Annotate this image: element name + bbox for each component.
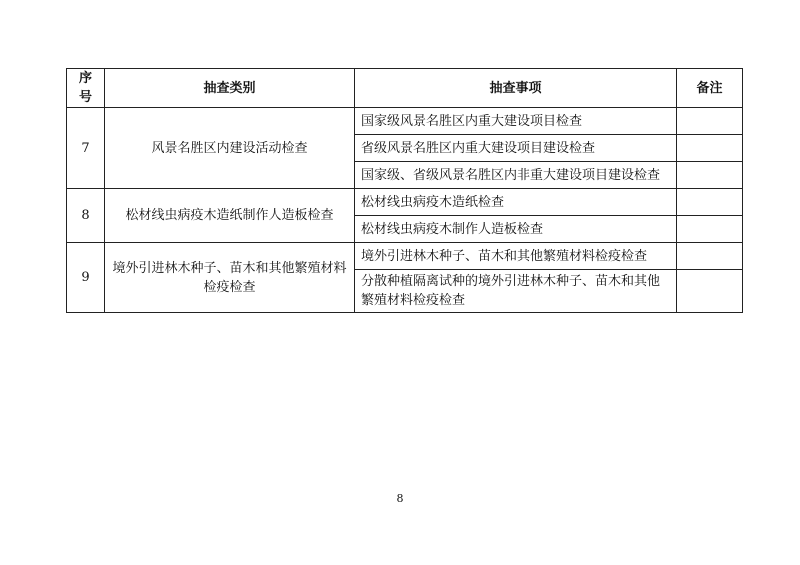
row-item: 国家级风景名胜区内重大建设项目检查 [355, 108, 677, 135]
inspection-table [66, 68, 743, 313]
header-seq: 序号 [67, 69, 105, 108]
row-item: 松材线虫病疫木造纸检查 [355, 189, 677, 216]
table-row [67, 189, 743, 216]
row-seq-8: 8 [67, 189, 105, 243]
row-seq-7: 7 [67, 108, 105, 189]
row-category-7: 风景名胜区内建设活动检查 [105, 108, 355, 189]
row-note [677, 243, 743, 270]
row-category-8: 松材线虫病疫木造纸制作人造板检查 [105, 189, 355, 243]
row-note [677, 270, 743, 313]
row-note [677, 162, 743, 189]
table-row [67, 108, 743, 135]
row-category-9: 境外引进林木种子、苗木和其他繁殖材料检疫检查 [105, 243, 355, 313]
row-item: 国家级、省级风景名胜区内非重大建设项目建设检查 [355, 162, 677, 189]
row-note [677, 108, 743, 135]
header-item: 抽查事项 [355, 69, 677, 108]
row-note [677, 135, 743, 162]
header-note: 备注 [677, 69, 743, 108]
row-seq-9: 9 [67, 243, 105, 313]
row-item: 分散种植隔离试种的境外引进林木种子、苗木和其他繁殖材料检疫检查 [355, 270, 677, 313]
table-row [67, 243, 743, 270]
row-item: 境外引进林木种子、苗木和其他繁殖材料检疫检查 [355, 243, 677, 270]
page-number: 8 [396, 492, 404, 505]
table-header-row [67, 69, 743, 108]
row-note [677, 216, 743, 243]
row-note [677, 189, 743, 216]
row-item: 省级风景名胜区内重大建设项目建设检查 [355, 135, 677, 162]
row-item: 松材线虫病疫木制作人造板检查 [355, 216, 677, 243]
header-category: 抽查类别 [105, 69, 355, 108]
